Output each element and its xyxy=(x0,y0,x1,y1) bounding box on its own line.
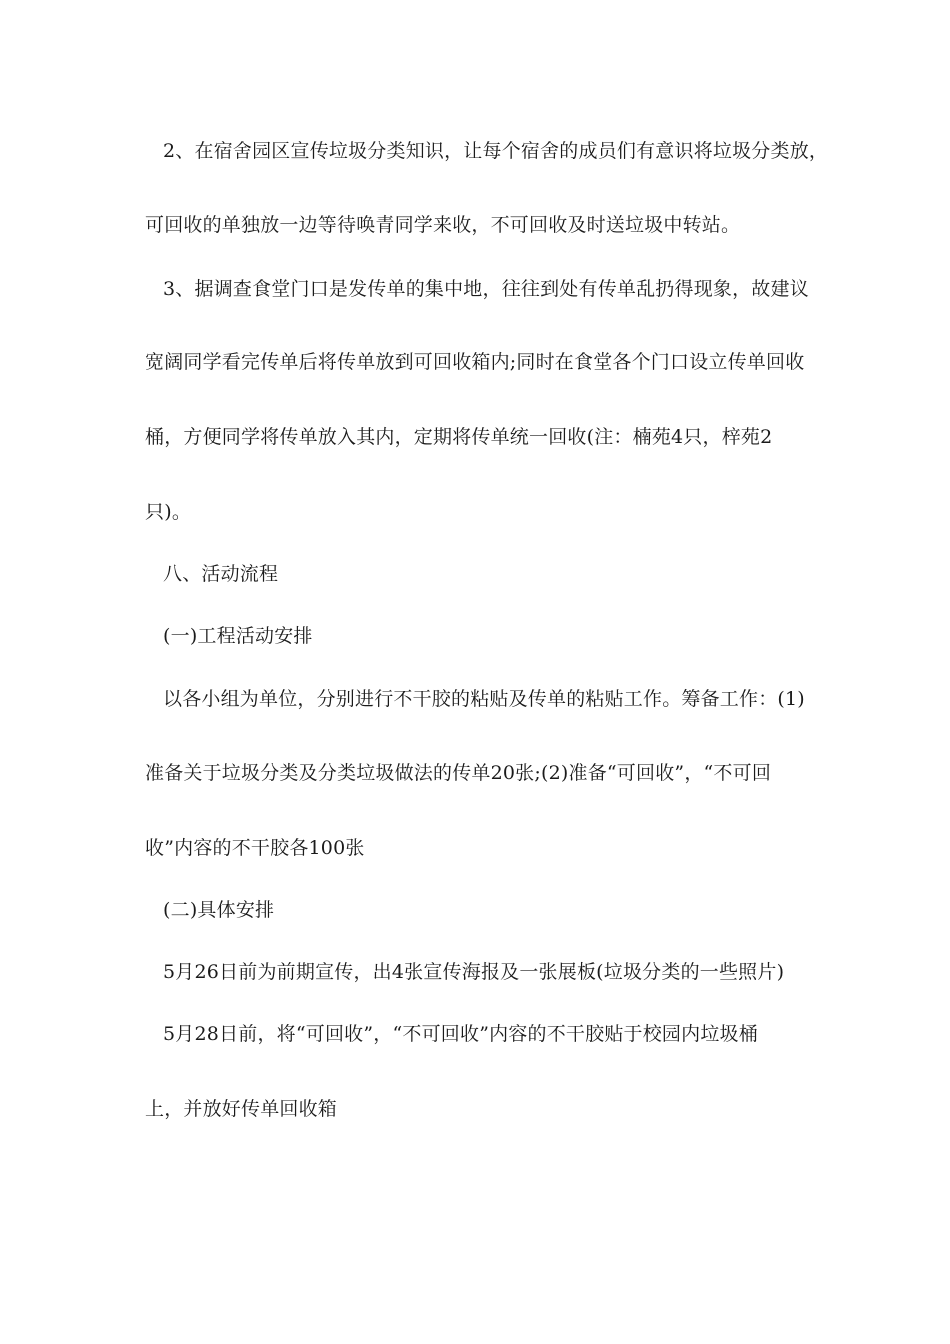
paragraph-line: 准备关于垃圾分类及分类垃圾做法的传单20张;(2)准备“可回收”，“不可回 xyxy=(145,762,772,784)
paragraph-line: 以各小组为单位，分别进行不干胶的粘贴及传单的粘贴工作。筹备工作：(1) xyxy=(163,688,805,710)
paragraph-line: 可回收的单独放一边等待唤青同学来收，不可回收及时送垃圾中转站。 xyxy=(145,214,741,236)
subsection-heading: (一)工程活动安排 xyxy=(163,625,313,647)
section-heading: 八、活动流程 xyxy=(163,563,279,585)
paragraph-line: 5月26日前为前期宣传，出4张宣传海报及一张展板(垃圾分类的一些照片) xyxy=(163,961,785,983)
paragraph-line: 桶，方便同学将传单放入其内，定期将传单统一回收(注：楠苑4只，梓苑2 xyxy=(145,426,773,448)
subsection-heading: (二)具体安排 xyxy=(163,899,275,921)
paragraph-line: 5月28日前，将“可回收”，“不可回收”内容的不干胶贴于校园内垃圾桶 xyxy=(163,1023,758,1045)
paragraph-line: 3、据调查食堂门口是发传单的集中地，往往到处有传单乱扔得现象，故建议 xyxy=(163,278,809,300)
paragraph-line: 宽阔同学看完传单后将传单放到可回收箱内;同时在食堂各个门口设立传单回收 xyxy=(145,351,805,373)
paragraph-line: 2、在宿舍园区宣传垃圾分类知识，让每个宿舍的成员们有意识将垃圾分类放， xyxy=(163,140,829,162)
paragraph-line: 收”内容的不干胶各100张 xyxy=(145,837,365,859)
paragraph-line: 上，并放好传单回收箱 xyxy=(145,1098,338,1120)
paragraph-line: 只)。 xyxy=(145,501,192,523)
